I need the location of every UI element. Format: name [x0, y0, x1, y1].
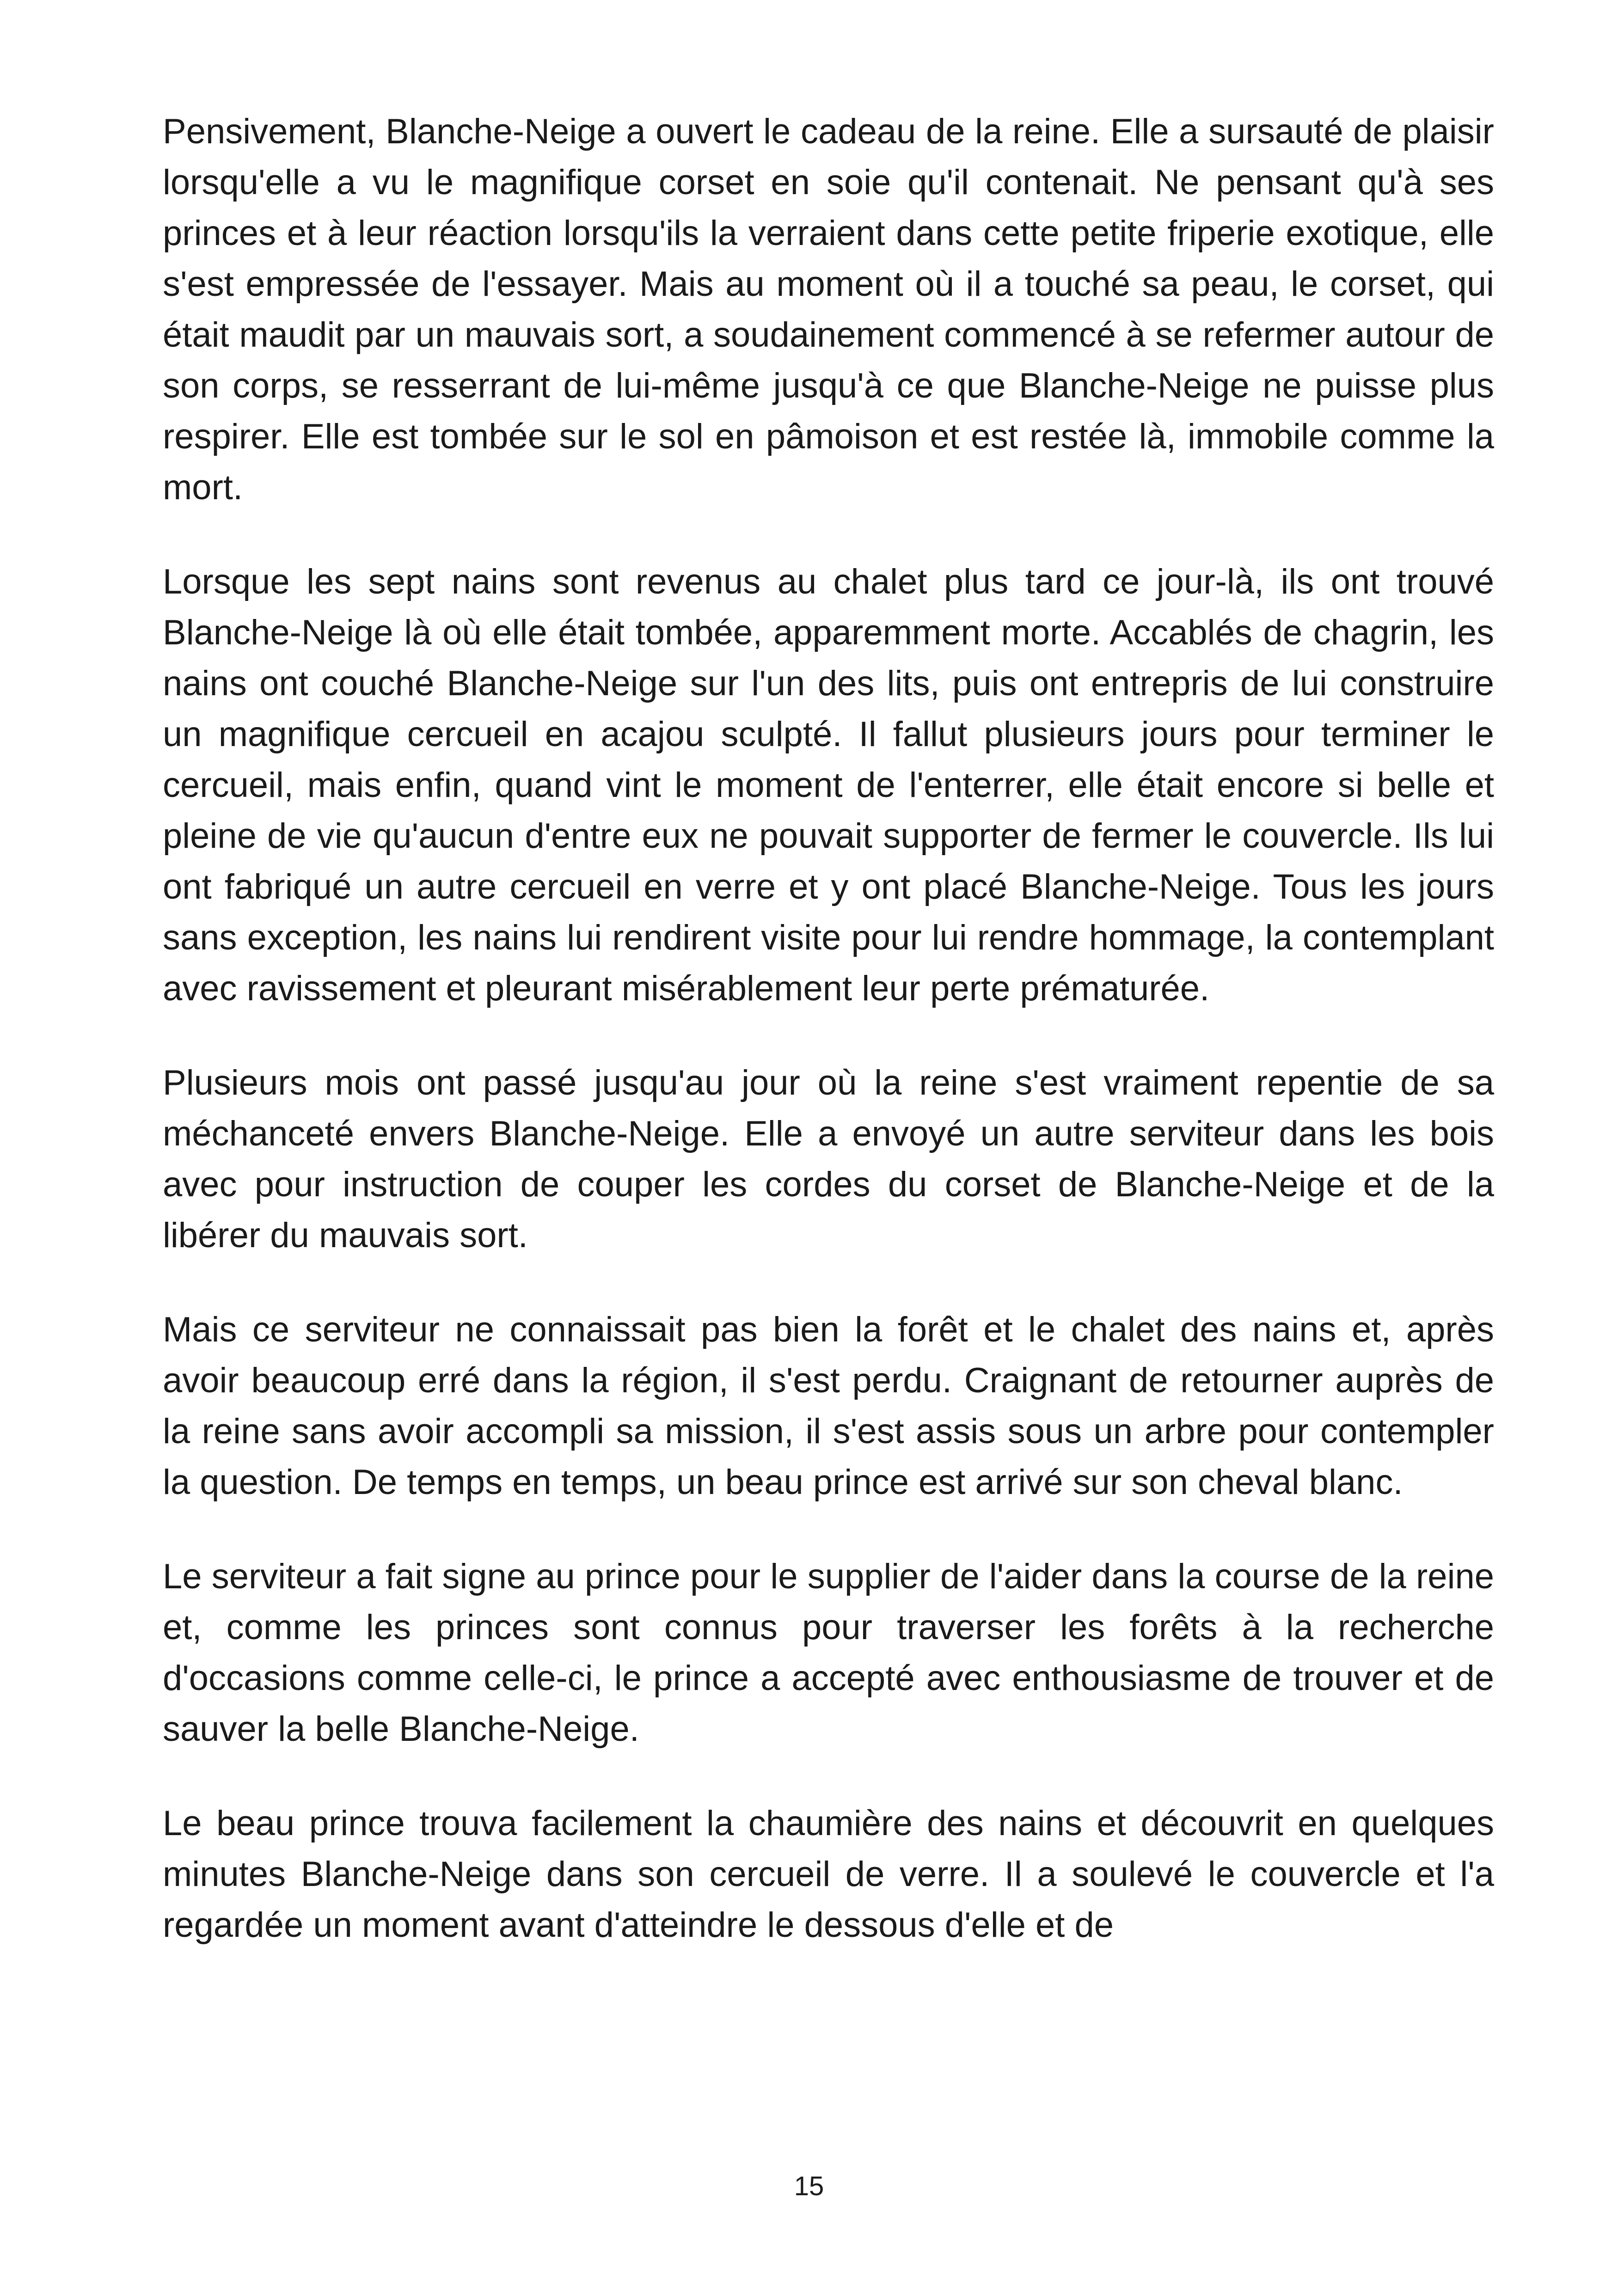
- paragraph-5: Le serviteur a fait signe au prince pour le supplier de l'aider dans la course de la reine et, comme les princes sont connus pour traverser les forêts à la recherche d'occasions comme celle-ci, le prince a accepté avec enthousiasme de trouver et de sauver la belle Blanche-Neige.: [163, 1557, 1494, 1749]
- paragraph-6: Le beau prince trouva facilement la chaumière des nains et découvrit en quelques minutes Blanche-Neige dans son cercueil de verre. Il a soulevé le couvercle et l'a regardée un moment avant d'atteindre le dessous d'elle et de: [163, 1804, 1494, 1945]
- paragraph-4: Mais ce serviteur ne connaissait pas bien la forêt et le chalet des nains et, après avoir beaucoup erré dans la région, il s'est perdu. Craignant de retourner auprès de la reine sans avoir accompli sa mission, il s'est assis sous un arbre pour contempler la question. De temps en temps, un beau prince est arrivé sur son cheval blanc.: [163, 1310, 1494, 1502]
- body-text: [163, 106, 1494, 1994]
- paragraph-3: Plusieurs mois ont passé jusqu'au jour où la reine s'est vraiment repentie de sa méchanceté envers Blanche-Neige. Elle a envoyé un autre serviteur dans les bois avec pour instruction de couper les cordes du corset de Blanche-Neige et de la libérer du mauvais sort.: [163, 1063, 1494, 1255]
- paragraph-1: Pensivement, Blanche-Neige a ouvert le cadeau de la reine. Elle a sursauté de plaisir lorsqu'elle a vu le magnifique corset en soie qu'il contenait. Ne pensant qu'à ses princes et à leur réaction lorsqu'ils la verraient dans cette petite friperie exotique, elle s'est empressée de l'essayer. Mais au moment où il a touché sa peau, le corset, qui était maudit par un mauvais sort, a soudainement commencé à se refermer autour de son corps, se resserrant de lui-même jusqu'à ce que Blanche-Neige ne puisse plus respirer. Elle est tombée sur le sol en pâmoison et est restée là, immobile comme la mort.: [163, 112, 1494, 507]
- page-number: 15: [794, 2171, 824, 2201]
- paragraph-2: Lorsque les sept nains sont revenus au chalet plus tard ce jour-là, ils ont trouvé Blanche-Neige là où elle était tombée, apparemment morte. Accablés de chagrin, les nains ont couché Blanche-Neige sur l'un des lits, puis ont entrepris de lui construire un magnifique cercueil en acajou sculpté. Il fallut plusieurs jours pour terminer le cercueil, mais enfin, quand vint le moment de l'enterrer, elle était encore si belle et pleine de vie qu'aucun d'entre eux ne pouvait supporter de fermer le couvercle. Ils lui ont fabriqué un autre cercueil en verre et y ont placé Blanche-Neige. Tous les jours sans exception, les nains lui rendirent visite pour lui rendre hommage, la contemplant avec ravissement et pleurant misérablement leur perte prématurée.: [163, 562, 1494, 1008]
